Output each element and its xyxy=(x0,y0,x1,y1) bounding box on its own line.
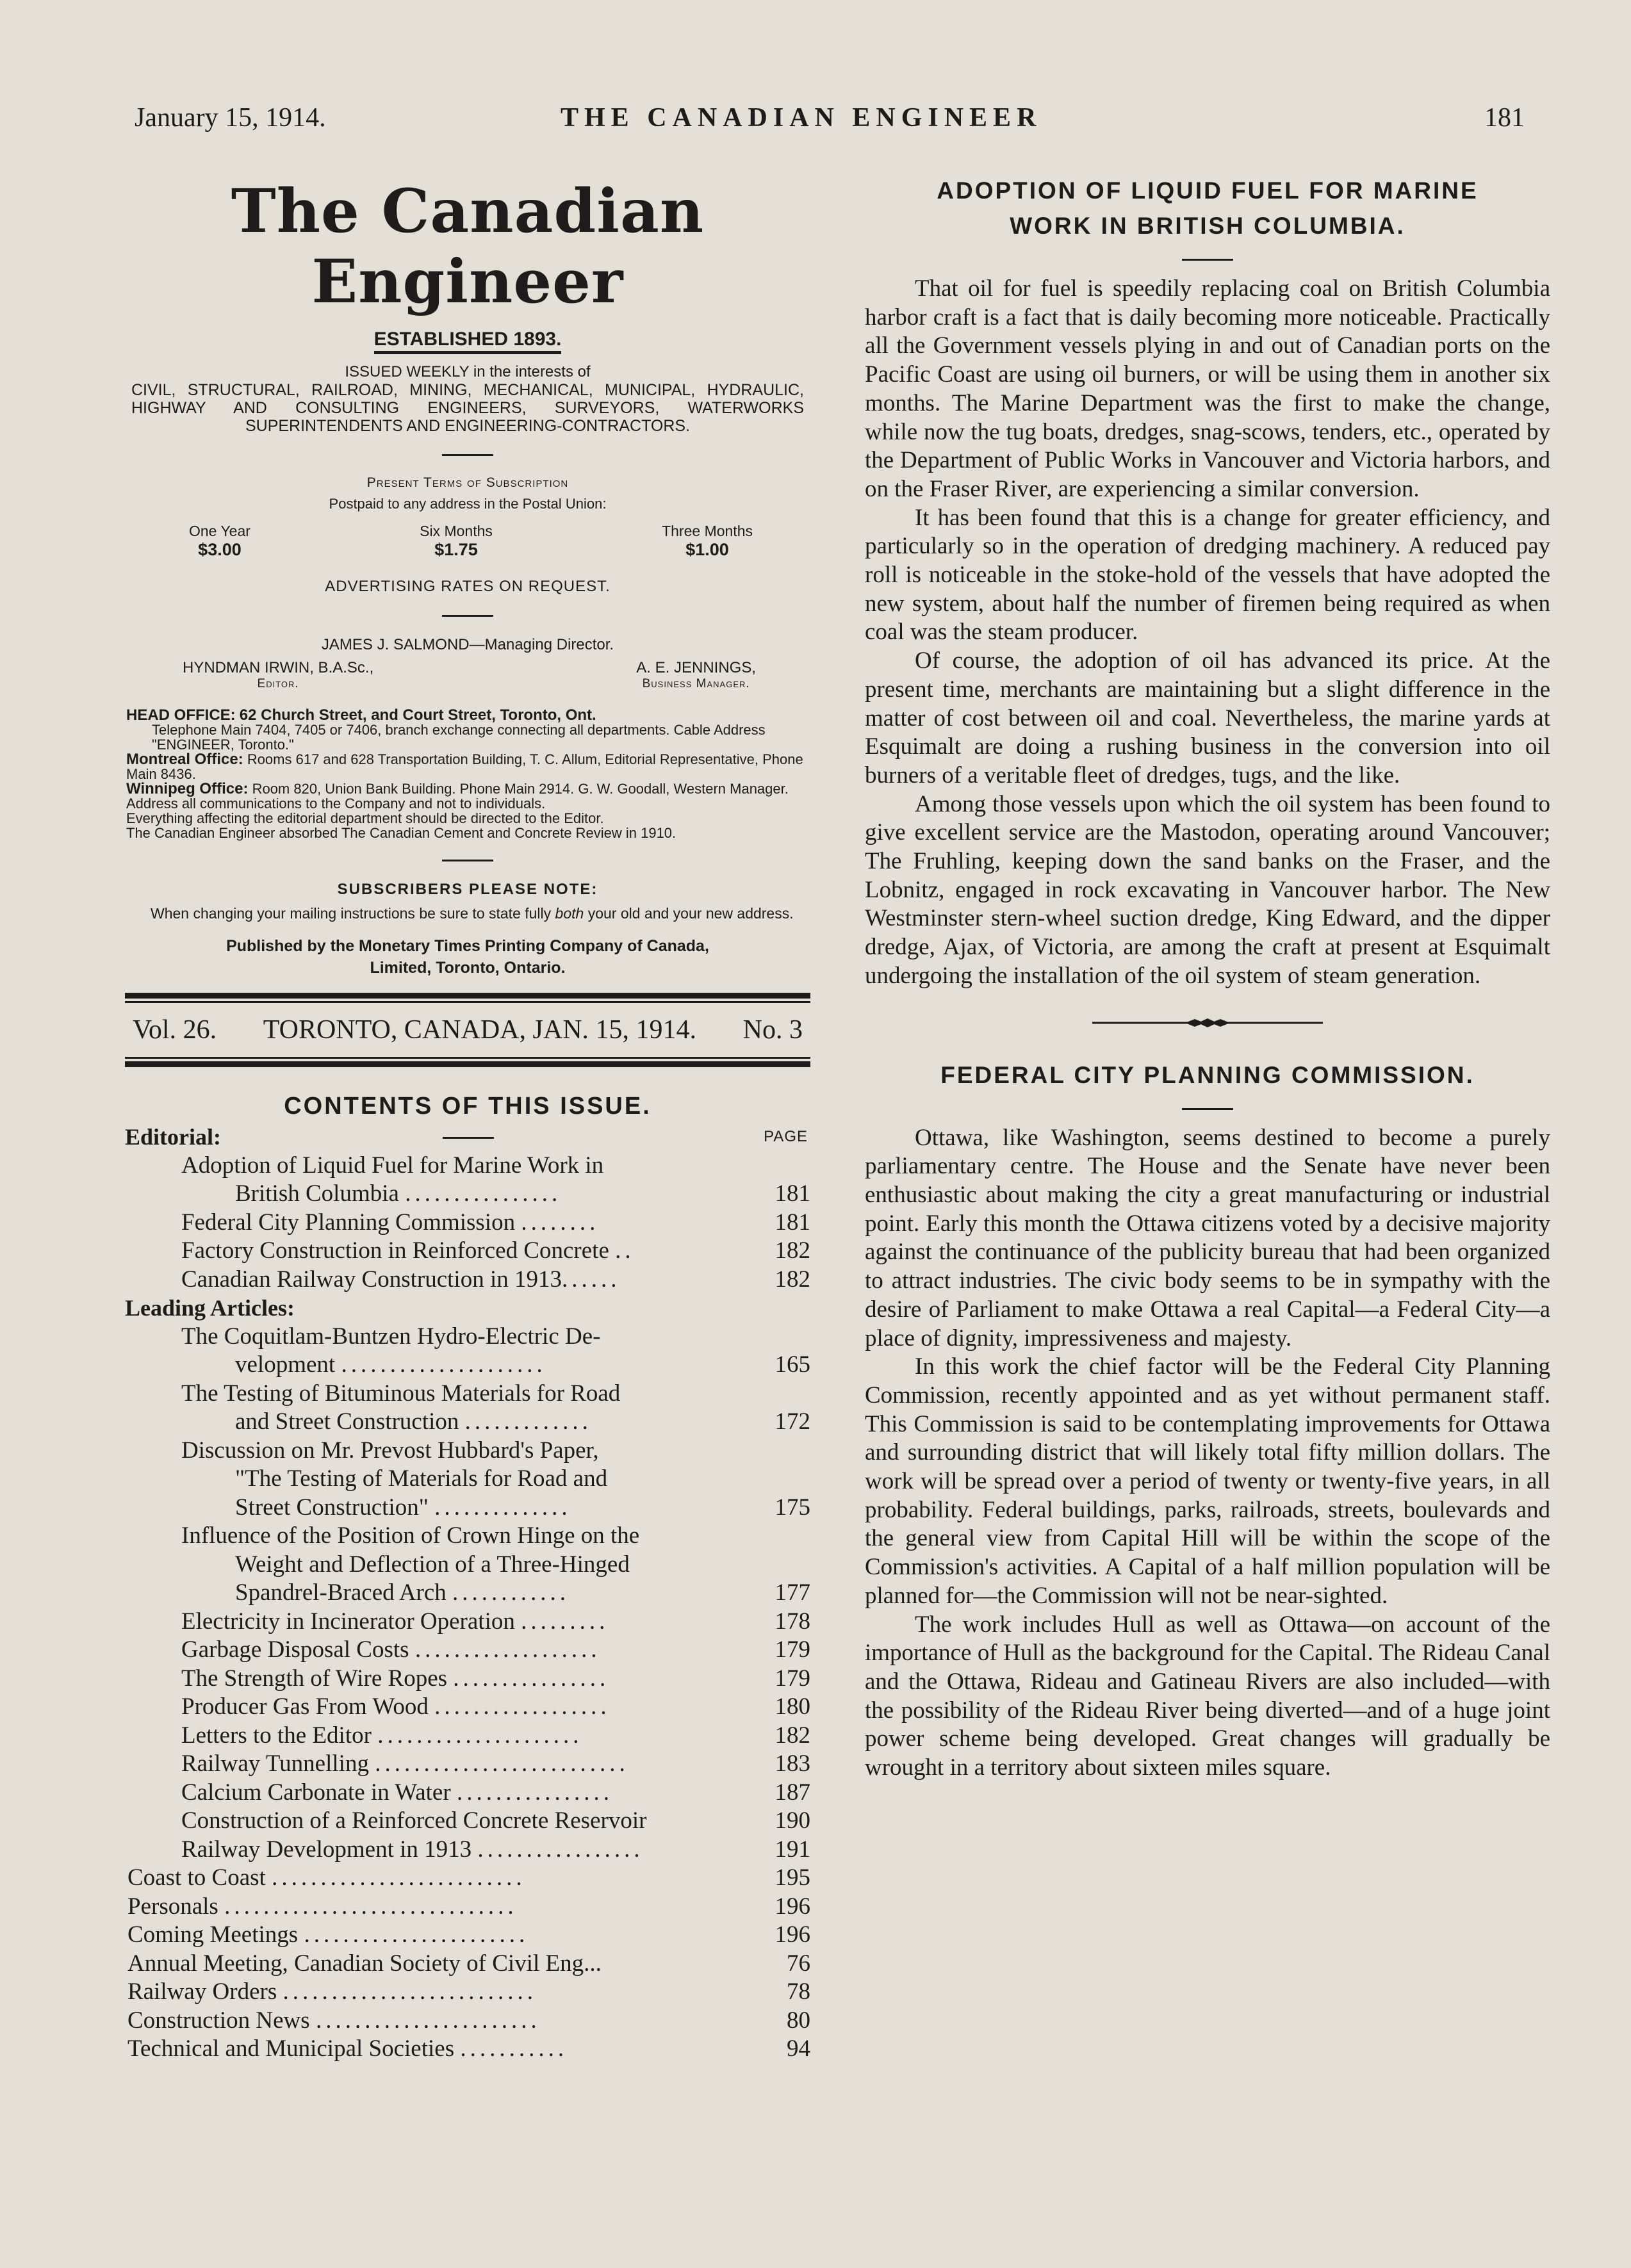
toc-entry-title-block xyxy=(125,1921,810,1950)
staff-row xyxy=(125,659,810,691)
toc-entry[interactable] xyxy=(125,1209,810,1237)
toc-entry-cont: velopment xyxy=(235,1351,336,1378)
issue-number: No. 3 xyxy=(742,1015,803,1045)
issued-line: ISSUED WEEKLY in the interests of xyxy=(345,363,591,380)
toc-entry[interactable] xyxy=(125,1921,810,1950)
left-column xyxy=(125,163,810,2064)
head-office-label: HEAD OFFICE: xyxy=(126,706,236,724)
price-six-months xyxy=(420,523,493,560)
subscribers-note-title: SUBSCRIBERS PLEASE NOTE: xyxy=(337,881,598,898)
toc-entry[interactable] xyxy=(125,1950,810,1978)
thin-rule xyxy=(125,1057,810,1059)
volume-line xyxy=(125,1015,810,1045)
toc-entry-title-block xyxy=(125,1608,810,1636)
toc-entry[interactable] xyxy=(125,1693,810,1722)
toc-entry-title-block xyxy=(125,1237,810,1266)
toc-entry-page: 182 xyxy=(775,1266,810,1293)
heavy-rule xyxy=(125,1061,810,1067)
toc-entry-page: 181 xyxy=(775,1209,810,1236)
ornament-divider xyxy=(1092,1016,1323,1029)
toc-entry-title-block xyxy=(125,1978,810,2007)
office-note: Address all communications to the Company and not to individuals. xyxy=(126,795,546,812)
toc-entry-title-block xyxy=(125,1266,810,1294)
toc-entry-title: Technical and Municipal Societies xyxy=(127,2035,455,2062)
toc-entry-cont: and Street Construction xyxy=(235,1408,459,1435)
toc-entry-cont-line xyxy=(181,1180,766,1209)
toc-entry-cont-line xyxy=(181,1351,766,1380)
leader-dots: ............ xyxy=(452,1579,570,1606)
price-value: $3.00 xyxy=(198,540,242,559)
toc-entry-page: 191 xyxy=(775,1836,810,1863)
toc-entry[interactable] xyxy=(125,1978,810,2007)
winnipeg-office xyxy=(126,781,810,796)
toc-entry-title-block xyxy=(125,1750,810,1779)
publisher-line: Limited, Toronto, Ontario. xyxy=(370,959,566,977)
publisher-block xyxy=(125,935,810,979)
divider xyxy=(1182,259,1233,261)
toc-dash xyxy=(443,1137,494,1139)
table-of-contents xyxy=(125,1123,810,2064)
office-note: Everything affecting the editorial department should be directed to the Editor. xyxy=(126,810,604,826)
toc-entry-page: 80 xyxy=(787,2007,810,2034)
toc-entry-title: Annual Meeting, Canadian Society of Civil Eng... xyxy=(127,1950,602,1977)
subscription-subtitle: Postpaid to any address in the Postal Union: xyxy=(329,496,607,512)
article-paragraph: That oil for fuel is speedily replacing coal on British Columbia harbor craft is a fact that is daily becoming more noticeable. Practically all the Government vessels plying in and out of Canadian ports on the Pacific Coast are using oil burners, or will be using them in another six months. The Marine Department was the first to make the change, while now the tug boats, dredges, snag-scows, tenders, etc., operated by the Department of Public Works in Vancouver and Victoria harbors, and on the Fraser River, are experiencing a similar conversion. xyxy=(865,275,1550,502)
manager-role: Business Manager. xyxy=(642,677,750,690)
leader-dots: .................. xyxy=(434,1693,611,1720)
toc-entry-page: 94 xyxy=(787,2035,810,2062)
toc-section-editorial xyxy=(125,1123,810,1152)
leader-dots: .......................... xyxy=(272,1864,526,1891)
article-paragraph: Among those vessels upon which the oil system has been found to give excellent service are the Mastodon, operating around Vancouver; The Fruhling, keeping down the sand banks on the Fraser, and the Lobnitz, engaged in rock excavating in Vancouver harbor. The New Westminster stern-wheel suction dredge, King Edward, and the dipper dredge, Ajax, of Victoria, are among the craft at present at Esquimalt undergoing the installation of the oil system of steam generation. xyxy=(865,790,1550,989)
leader-dots: ..................... xyxy=(341,1351,546,1378)
toc-entry[interactable] xyxy=(125,1266,810,1294)
volume-number: Vol. 26. xyxy=(133,1015,217,1045)
toc-entry-title: Railway Orders xyxy=(127,1978,277,2005)
advertising-line: ADVERTISING RATES ON REQUEST. xyxy=(325,578,611,595)
toc-entry[interactable] xyxy=(125,1237,810,1266)
toc-entry-page: 177 xyxy=(775,1579,810,1606)
office-note: The Canadian Engineer absorbed The Canadian Cement and Concrete Review in 1910. xyxy=(126,825,676,841)
toc-entry-title-block xyxy=(125,1779,810,1807)
subscription-title: Present Terms of Subscription xyxy=(366,475,569,490)
toc-entry-title: Producer Gas From Wood xyxy=(181,1693,429,1720)
toc-entry-page: 172 xyxy=(775,1408,810,1435)
toc-entry-cont: Street Construction" xyxy=(235,1494,429,1521)
toc-entry[interactable] xyxy=(125,1836,810,1864)
toc-entry-title: Discussion on Mr. Prevost Hubbard's Paper, xyxy=(181,1437,599,1464)
toc-section-label: Editorial: xyxy=(125,1124,221,1150)
toc-entry[interactable] xyxy=(125,1380,810,1437)
toc-entry-title: Garbage Disposal Costs xyxy=(181,1636,409,1663)
interests-text: CIVIL, STRUCTURAL, RAILROAD, MINING, MECHANICAL, MUNICIPAL, HYDRAULIC, HIGHWAY AND CONSULTING ENGINEERS, SURVEYORS, WATERWORKS SUPERINTENDENTS AND ENGINEERING-CONTRACTORS. xyxy=(131,381,804,435)
toc-entry-title-block xyxy=(125,1893,810,1921)
price-label: Six Months xyxy=(420,523,493,539)
price-one-year xyxy=(189,523,250,560)
toc-entry-title: Coming Meetings xyxy=(127,1921,299,1948)
offices-block xyxy=(125,708,810,840)
leader-dots: .............. xyxy=(434,1494,571,1521)
toc-entry[interactable] xyxy=(125,1893,810,1921)
toc-entry-page: 78 xyxy=(787,1978,810,2005)
toc-section-label: Leading Articles: xyxy=(125,1295,295,1321)
toc-section-leading xyxy=(125,1294,810,1323)
divider xyxy=(1182,1108,1233,1110)
toc-entry-title: Personals xyxy=(127,1893,218,1920)
staff-block xyxy=(125,636,810,691)
toc-entry-title: Electricity in Incinerator Operation xyxy=(181,1608,515,1635)
toc-entry[interactable] xyxy=(125,1608,810,1636)
toc-entry-title: Factory Construction in Reinforced Concrete xyxy=(181,1237,609,1264)
toc-entry-title: Railway Development in 1913 xyxy=(181,1836,472,1863)
established-text: ESTABLISHED 1893. xyxy=(374,329,562,354)
article-title xyxy=(865,173,1550,243)
toc-entry-page: 182 xyxy=(775,1722,810,1749)
toc-entry[interactable] xyxy=(125,1522,810,1608)
toc-entry-title: The Coquitlam-Buntzen Hydro-Electric De- xyxy=(181,1323,601,1350)
toc-entry-title: Calcium Carbonate in Water xyxy=(181,1779,451,1806)
article-title: FEDERAL CITY PLANNING COMMISSION. xyxy=(940,1061,1475,1088)
editor xyxy=(183,659,373,691)
note-text: your old and your new address. xyxy=(584,905,794,922)
toc-entry-title-block xyxy=(125,1864,810,1893)
subscription-prices xyxy=(125,523,810,560)
toc-entry[interactable] xyxy=(125,1807,810,1836)
montreal-label: Montreal Office: xyxy=(126,751,243,768)
article-liquid-fuel xyxy=(865,173,1550,991)
toc-entry[interactable] xyxy=(125,1152,810,1209)
leader-dots: ................ xyxy=(453,1665,610,1692)
price-label: One Year xyxy=(189,523,250,539)
toc-entry-page: 196 xyxy=(775,1921,810,1948)
leader-dots: ........ xyxy=(521,1209,600,1236)
toc-entry-page: 76 xyxy=(787,1950,810,1977)
leader-dots: ...... xyxy=(561,1266,621,1293)
editor-role: Editor. xyxy=(257,677,299,690)
leader-dots: ................... xyxy=(414,1636,601,1663)
toc-entry-title-block xyxy=(125,1722,810,1750)
toc-entry-title-block xyxy=(125,1323,810,1380)
established-line xyxy=(125,329,810,350)
toc-entry-page: 190 xyxy=(775,1807,810,1834)
toc-entry[interactable] xyxy=(125,2007,810,2035)
thin-rule xyxy=(125,1001,810,1003)
article-title-line: ADOPTION OF LIQUID FUEL FOR MARINE xyxy=(937,177,1479,204)
business-manager xyxy=(636,659,756,691)
toc-entry-title-block xyxy=(125,1636,810,1665)
toc-entry-title: Coast to Coast xyxy=(127,1864,266,1891)
page-number: 181 xyxy=(1484,103,1525,133)
toc-entry-cont: Weight and Deflection of a Three-Hinged xyxy=(235,1551,630,1578)
toc-entry-title: Influence of the Position of Crown Hinge on the xyxy=(181,1522,640,1549)
article-paragraph: It has been found that this is a change for greater efficiency, and particularly so in the operation of dredging machinery. A reduced pay roll is noticeable in the stoke-hold of the vessels that have adopted the new system, about half the number of firemen being required as when coal was the steam producer. xyxy=(865,504,1550,646)
article-paragraph: In this work the chief factor will be the Federal City Planning Commission, recently appointed and as yet without permanent staff. This Commission is said to be contemplating improvements for Ottawa and surrounding district that will likely total fifty million dollars. The work will be spread over a period of twenty or twenty-five years, in all probability. Federal buildings, parks, railroads, streets, boulevards and the general view from Capital Hill will be within the scope of the Commission's activities. A Capital of a half million population will be planned for—the Commission will not be near-sighted. xyxy=(865,1353,1550,1609)
masthead-title: The Canadian Engineer xyxy=(231,176,705,317)
montreal-office xyxy=(126,752,810,781)
toc-entry-cont-line xyxy=(181,1551,766,1579)
toc-entry-page: 182 xyxy=(775,1237,810,1264)
manager-name: A. E. JENNINGS, xyxy=(636,659,756,676)
leader-dots: ....................... xyxy=(304,1921,529,1948)
toc-entry-title-block xyxy=(125,1209,810,1237)
winnipeg-text: Room 820, Union Bank Building. Phone Main 2914. G. W. Goodall, Western Manager. xyxy=(252,781,789,797)
divider xyxy=(442,860,493,861)
toc-entry[interactable] xyxy=(125,1323,810,1380)
toc-entry-title: Construction of a Reinforced Concrete Reservoir xyxy=(181,1807,647,1834)
toc-entry-page: 181 xyxy=(775,1180,810,1207)
toc-entry-title-block xyxy=(125,1380,810,1437)
toc-entry-title: Federal City Planning Commission xyxy=(181,1209,516,1236)
toc-entry-cont-line xyxy=(181,1408,766,1437)
leader-dots: ................. xyxy=(477,1836,644,1863)
toc-entry-cont: "The Testing of Materials for Road and xyxy=(235,1465,608,1492)
publisher-line: Published by the Monetary Times Printing Company of Canada, xyxy=(226,937,709,955)
head-office-phone: Telephone Main 7404, 7405 or 7406, branch exchange connecting all departments. Cable Address "ENGINEER, Toronto." xyxy=(152,722,766,753)
toc-entry-page: 183 xyxy=(775,1750,810,1777)
toc-entry-page: 178 xyxy=(775,1608,810,1635)
montreal-text: Rooms 617 and 628 Transportation Building, T. C. Allum, Editorial Representative, Phone Main 8436. xyxy=(126,751,803,782)
article-paragraph: Ottawa, like Washington, seems destined to become a purely parliamentary centre. The House and the Senate have never been enthusiastic about making the city a great manufacturing or industrial point. Early this month the Ottawa citizens voted by a decisive majority against the continuance of the publicity bureau that had been organized to attract industries. The civic body seems to be in sympathy with the desire of Parliament to make Ottawa a real Capital—a Federal City—a place of dignity, impressiveness and majesty. xyxy=(865,1124,1550,1351)
toc-entry-page: 180 xyxy=(775,1693,810,1720)
toc-entry-title: Letters to the Editor xyxy=(181,1722,372,1749)
toc-entry-cont-line xyxy=(181,1494,766,1522)
head-office-address: 62 Church Street, and Court Street, Toronto, Ont. xyxy=(239,706,596,724)
article-title-line: WORK IN BRITISH COLUMBIA. xyxy=(1010,213,1406,239)
leader-dots: ....................... xyxy=(315,2007,541,2034)
toc-entry-title: Canadian Railway Construction in 1913 xyxy=(181,1266,562,1293)
contents-title: CONTENTS OF THIS ISSUE. xyxy=(284,1093,652,1120)
price-three-months xyxy=(662,523,753,560)
toc-entry-title-block xyxy=(125,1836,810,1864)
divider xyxy=(442,615,493,617)
toc-entry-title-block xyxy=(125,1807,810,1836)
heavy-rule xyxy=(125,993,810,999)
toc-entry-page: 195 xyxy=(775,1864,810,1891)
toc-entry-cont-line xyxy=(181,1465,766,1494)
toc-entry-title: Adoption of Liquid Fuel for Marine Work in xyxy=(181,1152,604,1179)
toc-entry[interactable] xyxy=(125,1636,810,1665)
leader-dots: .. xyxy=(615,1237,635,1264)
editor-name: HYNDMAN IRWIN, B.A.Sc., xyxy=(183,659,374,676)
toc-entry[interactable] xyxy=(125,2035,810,2064)
toc-entry-title-block xyxy=(125,1522,810,1608)
journal-name: THE CANADIAN ENGINEER xyxy=(561,103,1042,133)
price-label: Three Months xyxy=(662,523,753,539)
leader-dots: ................ xyxy=(405,1180,562,1207)
head-office xyxy=(126,708,810,722)
right-column xyxy=(865,173,1550,1783)
leader-dots: ......... xyxy=(521,1608,609,1635)
toc-entry-page: 187 xyxy=(775,1779,810,1806)
leader-dots: ..................... xyxy=(377,1722,583,1749)
article-paragraph: The work includes Hull as well as Ottawa—on account of the importance of Hull as the background for the Capital. The Rideau Canal and the Ottawa, Rideau and Gatineau Rivers are also included—with the possibility of the Rideau River being diverted—and of a huge joint power scheme being developed. Great changes will gradually be wrought in a territory about sixteen miles square. xyxy=(865,1611,1550,1781)
leader-dots: ................ xyxy=(456,1779,613,1806)
toc-entry[interactable] xyxy=(125,1722,810,1750)
toc-entry[interactable] xyxy=(125,1864,810,1893)
article-paragraph: Of course, the adoption of oil has advanced its price. At the present time, merchants are maintaining but a slight difference in the matter of cost between oil and coal. Nevertheless, the marine yards at Esquimalt are doing a rushing business in the conversion into oil burners of a veritable fleet of dredges, tugs, and the like. xyxy=(865,648,1550,788)
toc-entry-title: The Strength of Wire Ropes xyxy=(181,1665,448,1692)
note-emphasis: both xyxy=(555,905,584,922)
issue-date: January 15, 1914. xyxy=(135,103,326,133)
toc-entry-title-block xyxy=(125,1437,810,1522)
toc-entry-cont: Spandrel-Braced Arch xyxy=(235,1579,447,1606)
toc-entry-cont: British Columbia xyxy=(235,1180,399,1207)
toc-entry-title: Construction News xyxy=(127,2007,310,2034)
note-text: When changing your mailing instructions be sure to state fully xyxy=(151,905,555,922)
leader-dots: ........... xyxy=(460,2035,568,2062)
price-value: $1.75 xyxy=(434,540,478,559)
leader-dots: .......................... xyxy=(375,1750,629,1777)
toc-entry-page: 179 xyxy=(775,1665,810,1692)
divider xyxy=(442,454,493,456)
toc-entry-page: 175 xyxy=(775,1494,810,1521)
toc-entry-title-block xyxy=(125,2007,810,2035)
toc-entry[interactable] xyxy=(125,1750,810,1779)
toc-entry[interactable] xyxy=(125,1665,810,1693)
leader-dots: .......................... xyxy=(283,1978,537,2005)
toc-entry-title-block xyxy=(125,1665,810,1693)
page-column-label: PAGE xyxy=(764,1128,808,1145)
toc-entry-title: Railway Tunnelling xyxy=(181,1750,369,1777)
toc-entry-title-block xyxy=(125,1152,810,1209)
article-planning-commission xyxy=(865,1057,1550,1783)
price-value: $1.00 xyxy=(685,540,729,559)
leader-dots: .............................. xyxy=(224,1893,518,1920)
leader-dots: ............. xyxy=(464,1408,592,1435)
managing-director: JAMES J. SALMOND—Managing Director. xyxy=(321,636,614,653)
toc-entry-page: 196 xyxy=(775,1893,810,1920)
toc-entry-title-block xyxy=(125,1950,810,1978)
volume-place-date: TORONTO, CANADA, JAN. 15, 1914. xyxy=(263,1015,697,1045)
toc-entry-page: 165 xyxy=(775,1351,810,1378)
winnipeg-label: Winnipeg Office: xyxy=(126,780,249,797)
toc-entry[interactable] xyxy=(125,1437,810,1522)
toc-entry-title-block xyxy=(125,1693,810,1722)
toc-entry-page: 179 xyxy=(775,1636,810,1663)
toc-entry[interactable] xyxy=(125,1779,810,1807)
toc-entry-cont-line xyxy=(181,1579,766,1608)
subscribers-note-body xyxy=(125,905,810,922)
toc-entry-title: The Testing of Bituminous Materials for Road xyxy=(181,1380,621,1407)
running-head xyxy=(135,96,1525,141)
toc-entry-title-block xyxy=(125,2035,810,2064)
